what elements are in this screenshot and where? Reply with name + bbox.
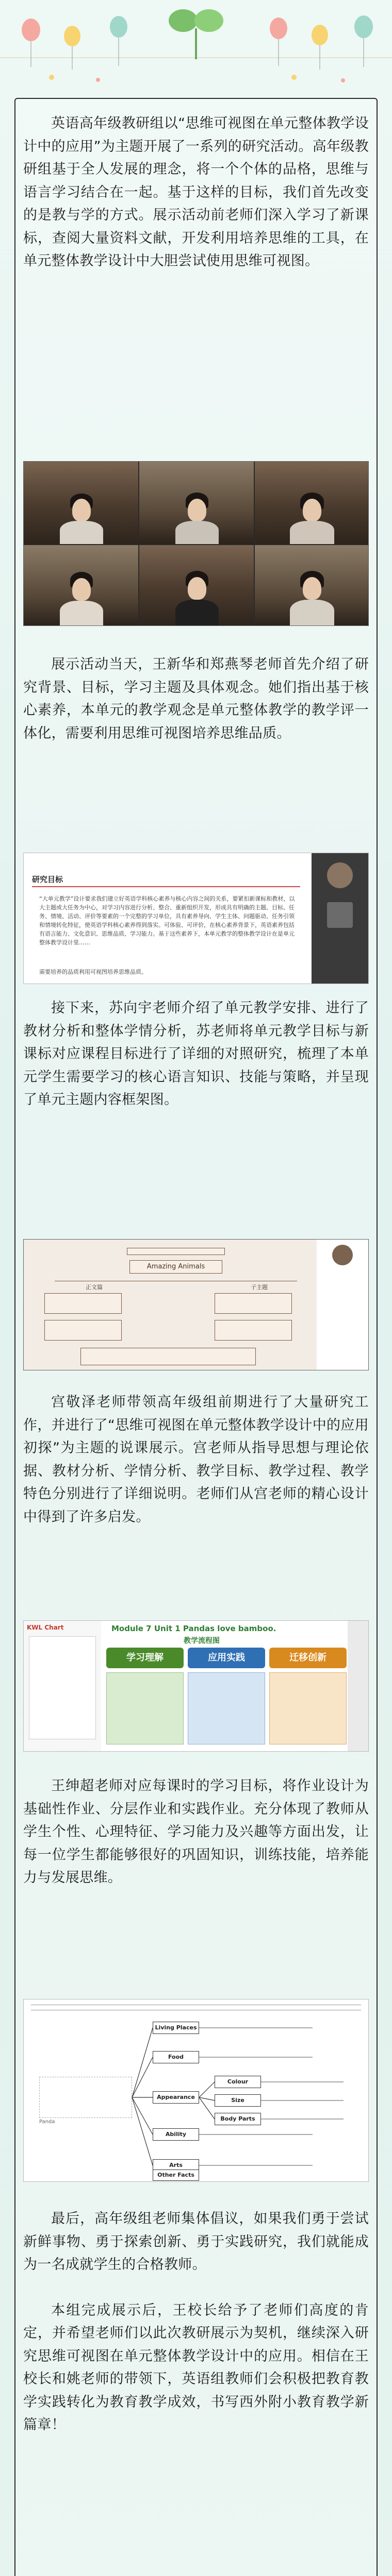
diagram-right-label: 子主题 [251,1284,268,1291]
mindmap-node: Size [215,2094,261,2107]
mindmap-node: Arts [153,2159,199,2172]
video-tile [139,462,254,544]
photo-meeting-grid [23,461,369,626]
slide-heading: 研究目标 [32,875,63,884]
diagram-node [44,1320,122,1341]
diagram-node [44,1293,122,1314]
mindmap-node: Other Facts [153,2170,199,2181]
kwl-subtitle: 教学流程图 [184,1637,220,1645]
mindmap-node: Ability [153,2128,199,2141]
mindmap-center-label: Panda [39,2119,55,2125]
speaker-panel [312,853,368,984]
flower-icon [49,75,345,82]
paragraph-intro: 英语高年级教研组以“思维可视图在单元整体教学设计中的应用”为主题开展了一系列的研究活动。高年级教研组基于全人发展的理念，将一个个体的品格，思维与语言学习结合在一起。基于这样的目标，我们首先改变的是教与学的方式。展示活动前老师们深入学习了新课标，查阅大量资料文献，开发利用培养思维的工具，在单元整体教学设计中大胆尝试使用思维可视图。 [23,115,369,269]
paragraph-lesson-talk: 宫敬泽老师带领高年级组前期进行了大量研究工作，并进行了“思维可视图在单元整体教学设计中的应用初探”为主题的说课展示。宫老师从指导思想与理论依据、教材分析、学情分析、教学目标、教学过程、教学特色分别进行了详细说明。老师们从宫老师的精心设计中得到了许多启发。 [23,1394,369,1525]
mindmap-node: Body Parts [215,2113,261,2125]
diagram-node [215,1320,292,1341]
mindmap-node: Food [153,2051,199,2063]
diagram-node [80,1348,256,1365]
banner-apply: 应用实践 [188,1648,265,1668]
article-section-5 [23,1775,369,1890]
paragraph-unit-plan: 接下来，苏向宇老师介绍了单元教学安排、进行了教材分析和整体学情分析，苏老师将单元教学目标与新课标对应课程目标进行了详细的对照研究，梳理了本单元学生需要学习的核心语言知识、技能与策略，并呈现了单元主题内容框架图。 [23,1000,369,1108]
video-tile [255,462,369,544]
paragraph-homework: 王绅超老师对应每课时的学习目标，将作业设计为基础性作业、分层作业和实践作业。充分体现了教师从学生个性、心理特征、学习能力及兴趣等方面出发，让每一位学生都能够很好的巩固知识，训练技能，培养能力与发展思维。 [23,1778,369,1886]
diagram-title: Amazing Animals [129,1260,222,1274]
flow-cell [269,1672,347,1744]
video-tile [24,462,138,544]
slide-body: “大单元教学”设计要求我们建立好英语学科核心素养与核心内容之间的关系，要紧扣新课标和教材，以大主题或大任务为中心，对学习内容进行分析、整合、重新组织开发，形成具有明确的主题、目标、任务、情境、活动、评价等要素的一个完整的学习单位，具有素养导向、学生主体、问题驱动、任务引领和情境转化特征，使英语学科核心素养得到落实。可体验、可评价，在核心素养背景下，英语素养包括有语言能力、文化意识、思维品质、学习能力。基于这些素养下，本单元教学的整体教学设计在是单元整体教学设计里…… [39,895,295,946]
balloon-illustration [0,0,392,93]
kwl-module-title: Module 7 Unit 1 Pandas love bamboo. [111,1624,276,1633]
mindmap-node: Colour [215,2076,261,2088]
banner-transfer: 迁移创新 [269,1648,347,1668]
article-section-2 [23,653,369,745]
flow-cell [188,1672,265,1744]
diagram-node [215,1293,292,1314]
kwl-teaching-flow [23,1620,369,1752]
header-decoration [0,0,392,93]
article-section-3 [23,997,369,1112]
flow-cell [106,1672,184,1744]
mindmap-node: Living Places [153,2022,199,2034]
video-tile [139,545,254,626]
paragraph-background: 展示活动当天，王新华和郑燕琴老师首先介绍了研究背景、目标，学习主题及具体观念。她们指出基于核心素养，本单元的教学观念是单元整体教学的教学评一体化，需要利用思维可视图培养思维品质。 [23,656,369,741]
diagram-unit-framework [23,1239,369,1370]
mindmap-node: Appearance [153,2091,199,2104]
video-tile [255,545,369,626]
mindmap-worksheet [23,1999,369,2182]
article-section-4 [23,1391,369,1529]
banner-learn: 学习理解 [106,1648,184,1668]
paragraph-proposal: 最后，高年级组老师集体倡议，如果我们勇于尝试新鲜事物、勇于探索创新、勇于实践研究，我们就能成为一名成就学生的合格教师。 [23,2211,369,2273]
diagram-left-label: 正文篇 [86,1284,103,1291]
kwl-corner-label: KWL Chart [27,1624,64,1631]
slide-research-goals [23,853,369,984]
article-section-6 [23,2208,369,2437]
article-section-1 [23,112,369,273]
leaf-icon [169,9,223,59]
mindmap-center [39,2077,132,2118]
slide-tail: 需要培养的品质利用可视图培养思维品质。 [39,969,147,975]
paragraph-closing: 本组完成展示后，王校长给予了老师们高度的肯定，并希望老师们以此次教研展示为契机，继续深入研究思维可视图在单元整体教学设计中的应用。相信在王校长和姚老师的带领下，英语组教师们会积极把教育教学实践转化为教育教学成效，书写西外附小教育教学新篇章！ [23,2302,369,2433]
video-tile [24,545,138,626]
